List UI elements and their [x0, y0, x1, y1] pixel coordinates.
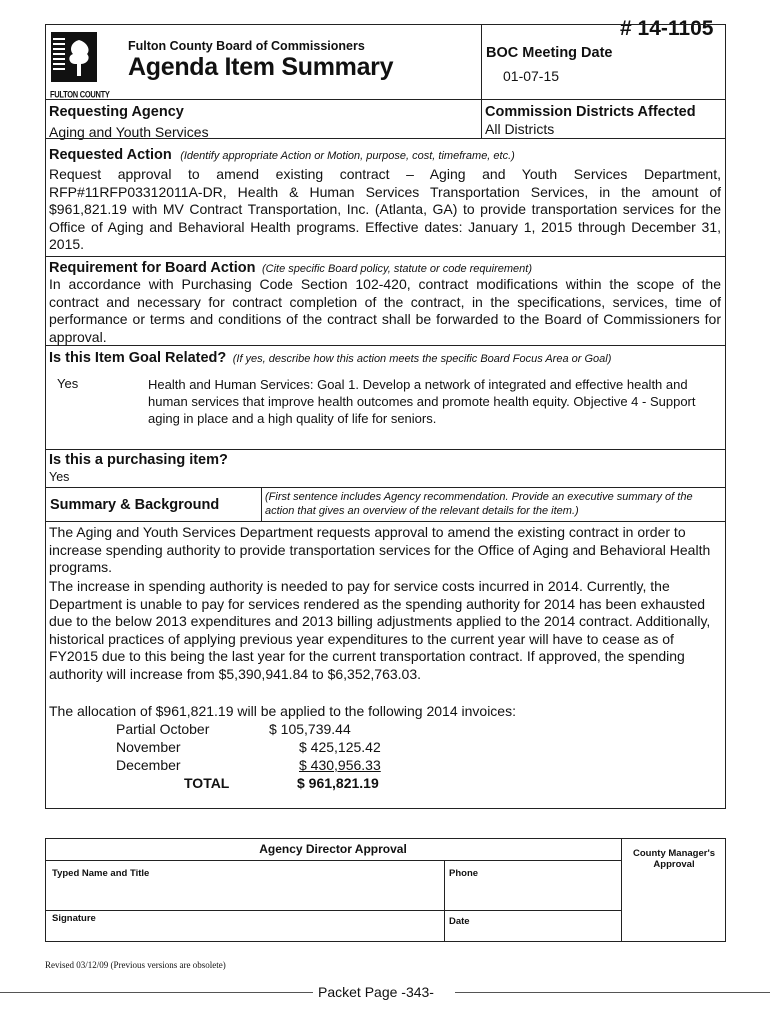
requesting-agency-label: Requesting Agency [49, 104, 184, 120]
footer-rule-left [0, 992, 313, 993]
boc-date-label: BOC Meeting Date [486, 45, 613, 61]
approval-divider [621, 838, 622, 942]
org-name: Fulton County Board of Commissioners [128, 39, 365, 53]
total-label: TOTAL [184, 775, 230, 791]
signature-label: Signature [52, 913, 96, 924]
divider [45, 449, 726, 450]
invoice-month: December [116, 757, 181, 773]
phone-label: Phone [449, 868, 479, 879]
divider [45, 860, 621, 861]
invoice-amount: $ 105,739.44 [269, 721, 351, 737]
requirement-label: Requirement for Board Action [49, 260, 256, 276]
summary-label: Summary & Background [50, 497, 220, 513]
phone-divider [444, 860, 445, 942]
divider [45, 345, 726, 346]
requesting-agency-value: Aging and Youth Services [49, 124, 209, 140]
fulton-county-logo [51, 32, 97, 90]
revised-note: Revised 03/12/09 (Previous versions are obsolete) [45, 960, 226, 970]
boc-date-value: 01-07-15 [503, 68, 560, 84]
summary-paragraph-1: The Aging and Youth Services Department requests approval to amend the existing contract in order to increase spending authority to provide transportation services for the Office of Aging and Behavioral Health programs. [49, 524, 711, 575]
requested-action-heading [49, 146, 515, 164]
goal-label: Is this Item Goal Related? [49, 350, 227, 366]
goal-heading [49, 349, 611, 367]
divider [45, 910, 621, 911]
document-number: # 14-1105 [620, 17, 714, 40]
invoice-amount: $ 430,956.33 [299, 757, 381, 773]
divider [45, 138, 726, 139]
requested-action-label: Requested Action [49, 147, 172, 163]
invoice-amount: $ 425,125.42 [299, 739, 381, 755]
logo-caption: FULTON COUNTY [50, 89, 110, 100]
director-approval-label: Agency Director Approval [259, 842, 407, 856]
packet-page: Packet Page -343- [318, 984, 434, 1000]
purchasing-answer: Yes [49, 470, 70, 484]
districts-value: All Districts [485, 121, 555, 137]
requirement-text: In accordance with Purchasing Code Section 102-420, contract modifications within the scope of the contract and necessary for contract completion of the contract, in the specifications, services, time of performance or terms and conditions of the contract shall be forwarded to the Board of Commissioners for approval. [49, 276, 721, 345]
footer-rule-right [455, 992, 770, 993]
typed-name-label: Typed Name and Title [52, 868, 150, 879]
allocation-intro: The allocation of $961,821.19 will be applied to the following 2014 invoices: [49, 703, 516, 719]
requested-action-hint: (Identify appropriate Action or Motion, purpose, cost, timeframe, etc.) [180, 150, 515, 162]
summary-hint: (First sentence includes Agency recommendation. Provide an executive summary of the action that gives an overview of the relevant details for the item.) [265, 491, 693, 517]
summary-paragraph-2: The increase in spending authority is needed to pay for service costs incurred in 2014. Currently, the Department is unable to pay for services rendered as the spending authority for 2014 has been exhausted due to the below 2013 expenditures and 2013 billing adjustments applied to the 2014 contract. Additionally, historical practices of applying previous year expenditures to the current year will have to cease as of FY2015 due to this being the last year for the current transportation contract. If approved, the spending authority will increase from $5,390,941.84 to $6,352,763.03. [49, 578, 711, 682]
divider [45, 99, 726, 100]
page-title: Agenda Item Summary [128, 53, 394, 81]
header-divider [481, 24, 482, 138]
divider [45, 521, 726, 522]
goal-text: Health and Human Services: Goal 1. Develop a network of integrated and effective health and human services that improve health outcomes and promote health equity. Objective 4 - Support aging in place and a high quality of life for seniors. [148, 377, 696, 426]
divider [45, 256, 726, 257]
summary-divider [261, 487, 262, 521]
districts-label: Commission Districts Affected [485, 104, 696, 120]
requirement-heading [49, 259, 532, 277]
goal-hint: (If yes, describe how this action meets the specific Board Focus Area or Goal) [232, 353, 612, 365]
requested-action-text: Request approval to amend existing contract – Aging and Youth Services Department, RFP#11RFP03312011A-DR, Health & Human Services Transportation Services, in the amount of $961,821.19 with MV Contract Transportation, Inc. (Atlanta, GA) to provide transportation services for the Office of Aging and Behavioral Health programs. Effective dates: January 1, 2015 through December 31, 2015. [49, 166, 721, 252]
invoice-month: November [116, 739, 181, 755]
goal-answer: Yes [57, 376, 79, 391]
divider [45, 487, 726, 488]
county-manager-approval-label: County Manager's Approval [633, 848, 715, 870]
invoice-month: Partial October [116, 721, 210, 737]
requirement-hint: (Cite specific Board policy, statute or code requirement) [261, 263, 532, 275]
date-label: Date [449, 916, 470, 927]
purchasing-label: Is this a purchasing item? [49, 452, 228, 468]
total-amount: $ 961,821.19 [297, 775, 379, 791]
